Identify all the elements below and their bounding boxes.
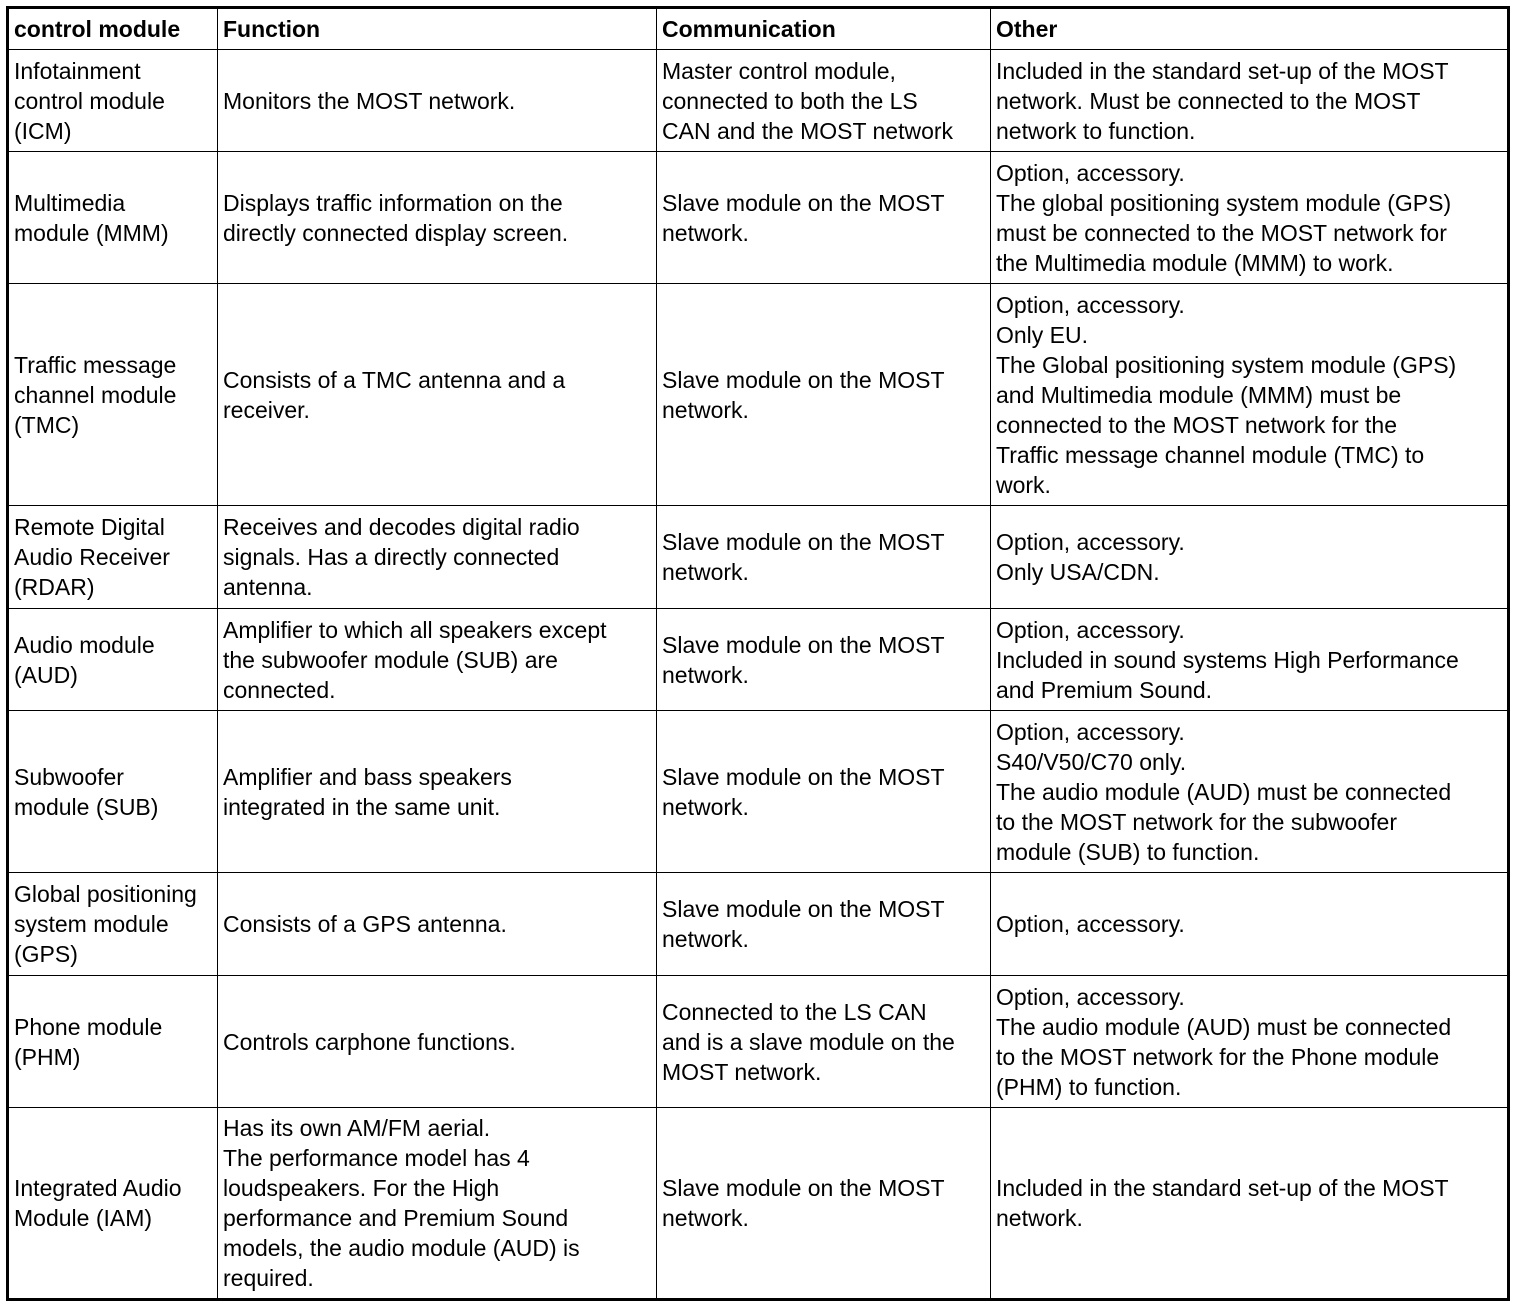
cell-communication: Slave module on the MOST network. (657, 506, 991, 609)
cell-module: Global positioning system module (GPS) (8, 873, 218, 976)
cell-module: Remote Digital Audio Receiver (RDAR) (8, 506, 218, 609)
cell-function: Has its own AM/FM aerial. The performance model has 4 loudspeakers. For the High performance and Premium Sound models, the audio module (AUD) is required. (218, 1108, 657, 1300)
cell-communication: Slave module on the MOST network. (657, 609, 991, 711)
cell-other: Option, accessory. Only EU. The Global positioning system module (GPS) and Multimedia module (MMM) must be connected to the MOST network for the Traffic message channel module (TMC) to work. (991, 284, 1509, 506)
cell-module: Audio module (AUD) (8, 609, 218, 711)
table-row (8, 976, 1509, 1108)
cell-other: Option, accessory. S40/V50/C70 only. The audio module (AUD) must be connected to the MOST network for the subwoofer module (SUB) to function. (991, 711, 1509, 873)
cell-other: Option, accessory. (991, 873, 1509, 976)
cell-other: Option, accessory. Included in sound systems High Performance and Premium Sound. (991, 609, 1509, 711)
cell-module: Infotainment control module (ICM) (8, 50, 218, 152)
cell-function: Displays traffic information on the directly connected display screen. (218, 152, 657, 284)
cell-function: Receives and decodes digital radio signals. Has a directly connected antenna. (218, 506, 657, 609)
cell-module: Phone module (PHM) (8, 976, 218, 1108)
cell-other: Included in the standard set-up of the MOST network. (991, 1108, 1509, 1300)
header-control-module: control module (8, 8, 218, 50)
table-row (8, 609, 1509, 711)
cell-function: Amplifier and bass speakers integrated in the same unit. (218, 711, 657, 873)
module-table (6, 6, 1510, 1301)
header-function: Function (218, 8, 657, 50)
cell-function: Amplifier to which all speakers except the subwoofer module (SUB) are connected. (218, 609, 657, 711)
table-row (8, 506, 1509, 609)
cell-module: Integrated Audio Module (IAM) (8, 1108, 218, 1300)
cell-other: Option, accessory. The audio module (AUD) must be connected to the MOST network for the Phone module (PHM) to function. (991, 976, 1509, 1108)
header-other: Other (991, 8, 1509, 50)
table-row (8, 284, 1509, 506)
cell-communication: Connected to the LS CAN and is a slave module on the MOST network. (657, 976, 991, 1108)
table-row (8, 873, 1509, 976)
cell-module: Subwoofer module (SUB) (8, 711, 218, 873)
cell-module: Traffic message channel module (TMC) (8, 284, 218, 506)
header-row (8, 8, 1509, 50)
cell-communication: Slave module on the MOST network. (657, 1108, 991, 1300)
table-row (8, 152, 1509, 284)
cell-function: Consists of a TMC antenna and a receiver. (218, 284, 657, 506)
cell-communication: Slave module on the MOST network. (657, 711, 991, 873)
cell-communication: Master control module, connected to both the LS CAN and the MOST network (657, 50, 991, 152)
cell-other: Option, accessory. The global positioning system module (GPS) must be connected to the MOST network for the Multimedia module (MMM) to work. (991, 152, 1509, 284)
cell-communication: Slave module on the MOST network. (657, 873, 991, 976)
cell-communication: Slave module on the MOST network. (657, 284, 991, 506)
header-communication: Communication (657, 8, 991, 50)
cell-function: Controls carphone functions. (218, 976, 657, 1108)
table-row (8, 50, 1509, 152)
table-row (8, 1108, 1509, 1300)
cell-module: Multimedia module (MMM) (8, 152, 218, 284)
cell-other: Included in the standard set-up of the MOST network. Must be connected to the MOST network to function. (991, 50, 1509, 152)
cell-function: Monitors the MOST network. (218, 50, 657, 152)
cell-other: Option, accessory. Only USA/CDN. (991, 506, 1509, 609)
table-row (8, 711, 1509, 873)
cell-communication: Slave module on the MOST network. (657, 152, 991, 284)
cell-function: Consists of a GPS antenna. (218, 873, 657, 976)
